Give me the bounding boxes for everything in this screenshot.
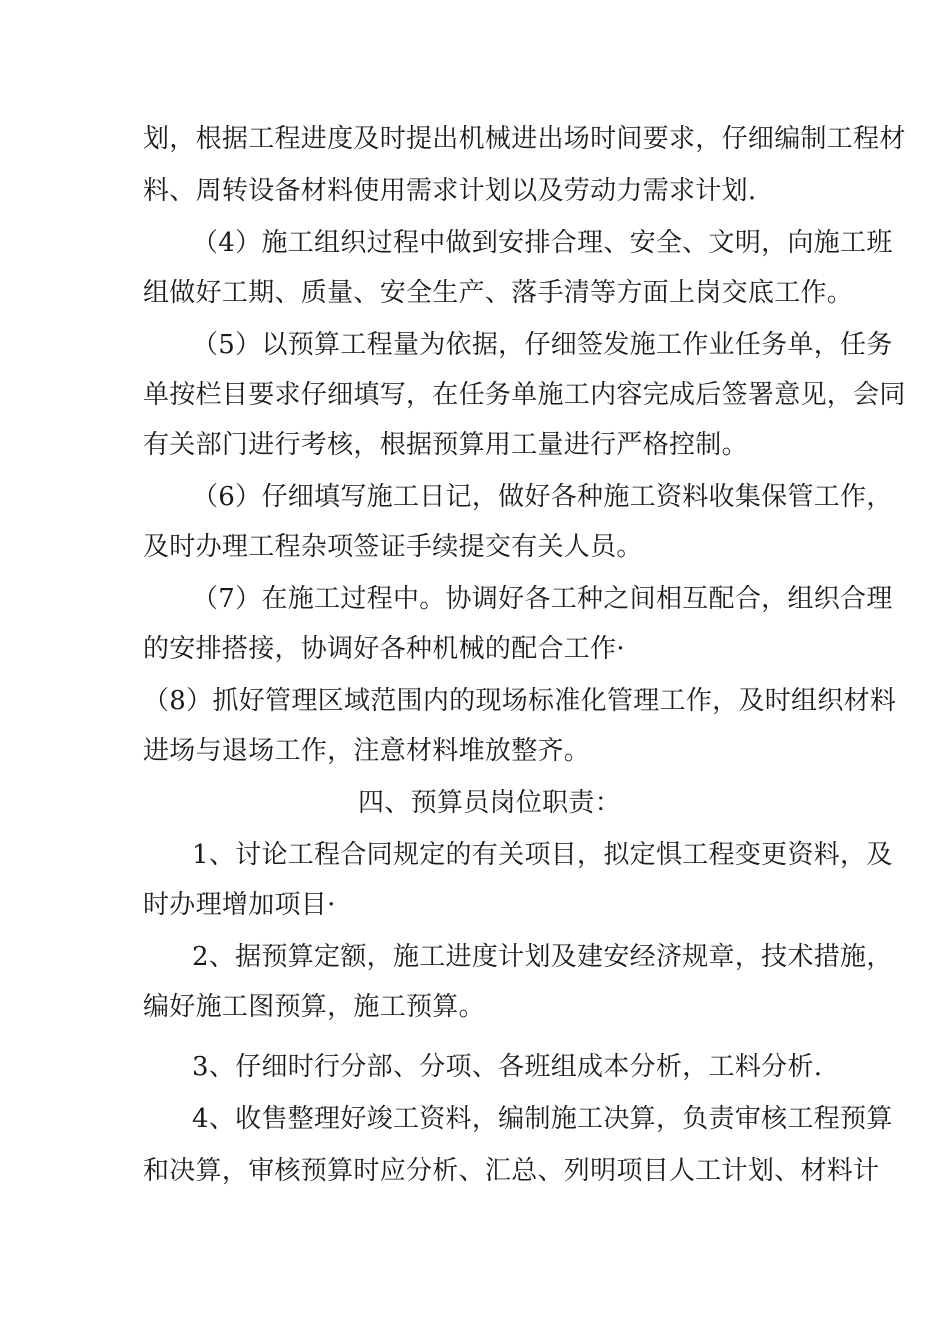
text-line: 3、仔细时行分部、分项、各班组成本分析，工料分析.: [192, 1052, 823, 1082]
text-line: 料、周转设备材料使用需求计划以及劳动力需求计划.: [143, 176, 757, 206]
text-line: 和决算，审核预算时应分析、汇总、列明项目人工计划、材料计: [143, 1156, 880, 1186]
text-line: 有关部门进行考核，根据预算用工量进行严格控制。: [143, 430, 748, 460]
text-line: （8）抓好管理区域范围内的现场标准化管理工作，及时组织材料: [143, 686, 897, 716]
text-line: （4）施工组织过程中做到安排合理、安全、文明，向施工班: [192, 228, 893, 258]
text-line: 进场与退场工作，注意材料堆放整齐。: [143, 736, 591, 766]
text-line: 时办理增加项目·: [143, 890, 336, 920]
text-line: 4、收售整理好竣工资料，编制施工决算，负责审核工程预算: [192, 1104, 893, 1134]
text-line: 的安排搭接，协调好各种机械的配合工作·: [143, 634, 625, 664]
text-line: 单按栏目要求仔细填写，在任务单施工内容完成后签署意见，会同: [143, 380, 906, 410]
text-line: 1、讨论工程合同规定的有关项目，拟定惧工程变更资料，及: [192, 840, 893, 870]
section-heading: 四、预算员岗位职责：: [358, 788, 622, 818]
text-line: 及时办理工程杂项签证手续提交有关人员。: [143, 532, 643, 562]
text-line: （7）在施工过程中。协调好各工种之间相互配合，组织合理: [192, 584, 893, 614]
text-line: 2、据预算定额，施工进度计划及建安经济规章，技术措施，: [192, 942, 893, 972]
text-line: 编好施工图预算，施工预算。: [143, 992, 485, 1022]
text-line: （6）仔细填写施工日记，做好各种施工资料收集保管工作，: [192, 482, 893, 512]
text-line: 划，根据工程进度及时提出机械进出场时间要求，仔细编制工程材: [143, 124, 906, 154]
text-line: （5）以预算工程量为依据，仔细签发施工作业任务单，任务: [192, 330, 893, 360]
text-line: 组做好工期、质量、安全生产、落手清等方面上岗交底工作。: [143, 278, 854, 308]
